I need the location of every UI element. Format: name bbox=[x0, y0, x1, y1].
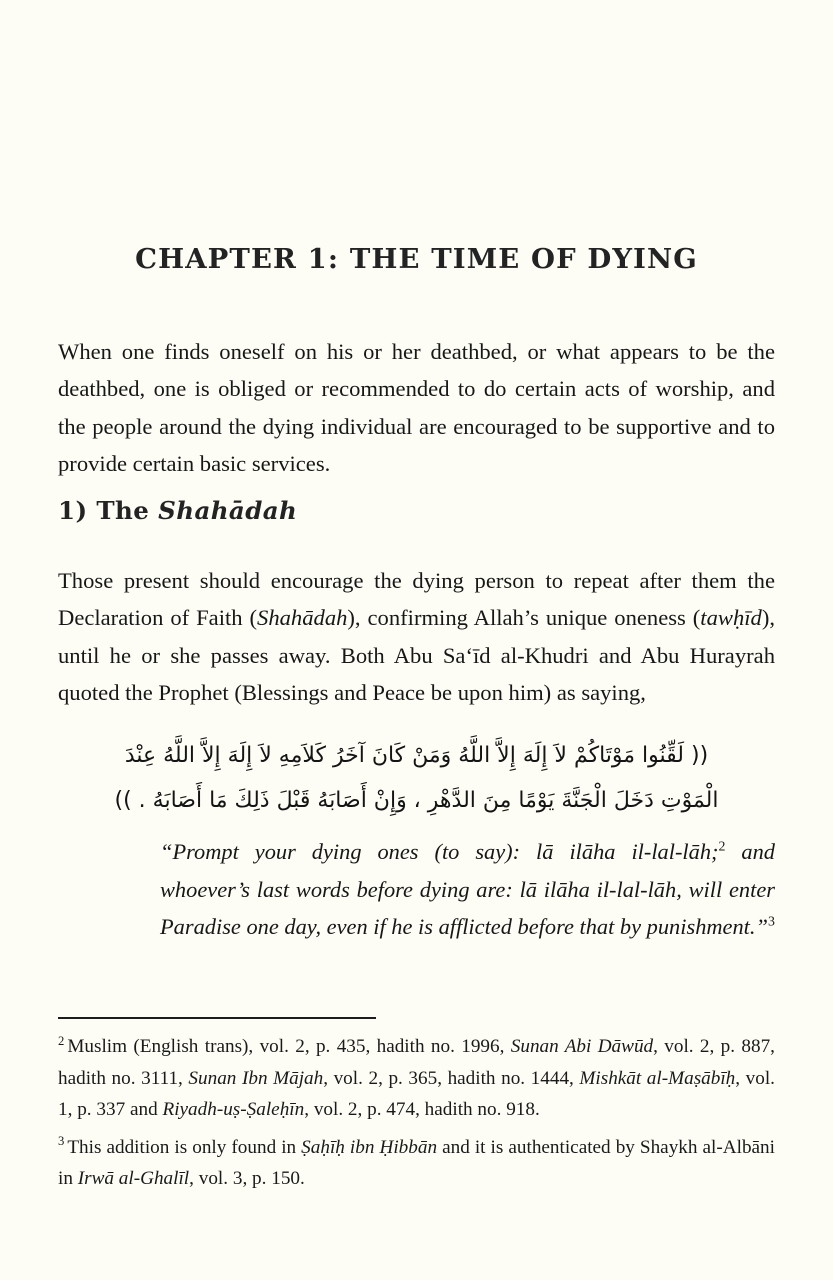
footnote-text: , vol. 2, p. 365, hadith no. 1444, bbox=[323, 1067, 580, 1089]
footnote-text: , vol. 1, p. 337 and bbox=[58, 1067, 775, 1121]
footnote-title: Mishkāt al-Maṣābīḥ bbox=[579, 1067, 736, 1089]
footnote-marker-2: 2 bbox=[718, 839, 726, 855]
arabic-quotation bbox=[58, 733, 775, 823]
footnote-text: , vol. 2, p. 887, hadith no. 3111, bbox=[58, 1036, 775, 1089]
term-tawhid: tawḥīd bbox=[700, 605, 762, 631]
footnote-item bbox=[58, 1132, 775, 1195]
footnote-text: and it is authenticated by Shaykh al-Albāni in bbox=[58, 1136, 775, 1190]
shahadah-text-a: Those present should encourage the dying person to repeat after them the Declaration of Faith ( bbox=[58, 568, 775, 631]
footnote-title: Ṣaḥīḥ ibn Ḥibbān bbox=[301, 1136, 438, 1158]
footnote-text: Muslim (English trans), vol. 2, p. 435, hadith no. 1996, bbox=[67, 1036, 511, 1057]
footnote-separator bbox=[58, 1017, 376, 1019]
translation-text-b: and whoever’s last words before dying are: lā ilāha il-lal-lāh, will enter Paradise one day, even if he is afflicted before that by punishment.” bbox=[160, 839, 775, 940]
footnote-text: , vol. 2, p. 474, hadith no. 918. bbox=[304, 1099, 540, 1121]
hadith-translation bbox=[160, 833, 775, 946]
arabic-line-2: الْمَوْتِ دَخَلَ الْجَنَّةَ يَوْمًا مِنَ الدَّهْرِ ، وَإِنْ أَصَابَهُ قَبْلَ ذَلِكَ مَا أَصَابَهُ . )) bbox=[114, 788, 719, 813]
term-shahadah: Shahādah bbox=[257, 605, 348, 631]
footnote-item bbox=[58, 1031, 775, 1126]
section-heading bbox=[58, 496, 297, 525]
section-heading-number: 1) The bbox=[58, 496, 159, 525]
footnote-text: This addition is only found in bbox=[67, 1136, 302, 1158]
page-title: CHAPTER 1: THE TIME OF DYING bbox=[135, 243, 698, 275]
shahadah-paragraph bbox=[58, 562, 775, 712]
intro-paragraph: When one finds oneself on his or her deathbed, or what appears to be the deathbed, one is obliged or recommended to do certain acts of worship, and the people around the dying individual are encouraged to be supportive and to provide certain basic services. bbox=[58, 339, 775, 477]
translation-text-a: “Prompt your dying ones (to say): lā ilāha il-lal-lāh; bbox=[160, 839, 719, 864]
footnote-title: Sunan Abi Dāwūd bbox=[510, 1036, 654, 1057]
shahadah-text-c: ), until he or she passes away. Both Abu Sa‘īd al-Khudri and Abu Hurayrah quoted the Prophet (Blessings and Peace be upon him) as saying, bbox=[58, 605, 775, 706]
footnote-title: Irwā al-Ghalīl bbox=[77, 1168, 190, 1190]
footnote-text: , vol. 3, p. 150. bbox=[189, 1168, 305, 1190]
footnote-number: 3 bbox=[58, 1134, 65, 1149]
footnote-number: 2 bbox=[58, 1033, 65, 1048]
footnote-title: Riyadh-uṣ-Ṣaleḥīn bbox=[162, 1099, 305, 1121]
footnote-marker-3: 3 bbox=[767, 914, 775, 930]
arabic-line-1: (( لَقِّنُوا مَوْتَاكُمْ لاَ إِلَهَ إِلاَّ اللَّهُ وَمَنْ كَانَ آخَرُ كَلاَمِهِ لاَ إِلَهَ إِلاَّ اللَّهُ عِنْدَ bbox=[124, 743, 709, 768]
section-heading-term: Shahādah bbox=[158, 496, 298, 525]
footnotes-section bbox=[58, 1031, 775, 1201]
footnote-title: Sunan Ibn Mājah bbox=[188, 1067, 324, 1089]
shahadah-text-b: ), confirming Allah’s unique oneness ( bbox=[347, 605, 701, 631]
